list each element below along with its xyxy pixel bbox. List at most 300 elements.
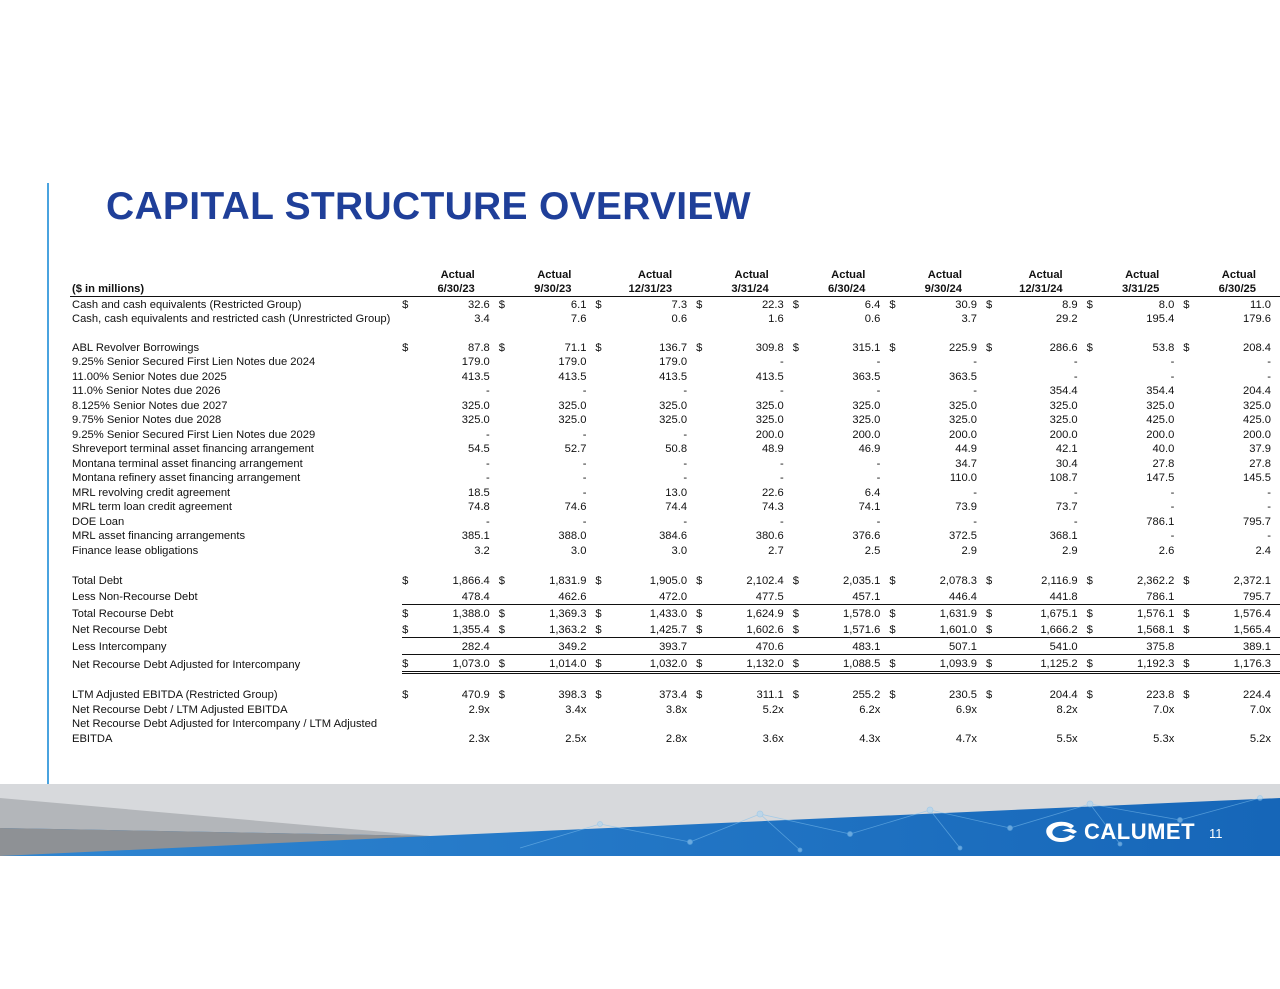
table-row bbox=[70, 384, 1280, 399]
dollar-sign bbox=[402, 485, 428, 500]
dollar-sign bbox=[696, 514, 722, 529]
dollar-sign: $ bbox=[595, 298, 602, 311]
table-row bbox=[70, 717, 1280, 732]
dollar-sign bbox=[402, 717, 428, 732]
dollar-sign: $ bbox=[595, 607, 602, 620]
table-row bbox=[70, 654, 1280, 672]
dollar-sign bbox=[1087, 442, 1113, 457]
cell-value: 179.0 bbox=[461, 356, 490, 368]
dollar-sign: $ bbox=[889, 298, 896, 311]
cell-value: 2.4 bbox=[1255, 544, 1271, 557]
dollar-sign bbox=[696, 717, 722, 732]
period-prefix: Actual bbox=[734, 269, 769, 281]
table-row bbox=[70, 340, 1280, 355]
dollar-sign bbox=[402, 369, 428, 384]
cell-value: 470.6 bbox=[722, 637, 793, 654]
cell-value: 282.4 bbox=[428, 637, 499, 654]
cell-value: 2.8x bbox=[665, 732, 688, 745]
cell-value: - bbox=[486, 457, 490, 470]
cell-value: 398.3 bbox=[558, 689, 587, 701]
cell-value: - bbox=[876, 385, 881, 397]
row-label: Montana refinery asset financing arrangement bbox=[72, 472, 301, 484]
dollar-sign bbox=[499, 355, 525, 370]
cell-value: 325.0 bbox=[659, 399, 688, 412]
dollar-sign bbox=[402, 427, 428, 442]
cell-value: 7.3 bbox=[671, 298, 688, 311]
cell-value: 1,125.2 bbox=[1012, 654, 1087, 672]
dollar-sign bbox=[696, 731, 722, 746]
dollar-sign bbox=[499, 485, 525, 500]
dollar-sign bbox=[793, 427, 819, 442]
dollar-sign: $ bbox=[402, 621, 428, 638]
dollar-sign bbox=[1183, 543, 1209, 558]
cell-value: 74.4 bbox=[665, 501, 688, 513]
dollar-sign bbox=[402, 471, 428, 486]
dollar-sign bbox=[793, 312, 819, 327]
cell-value: 1,602.6 bbox=[722, 621, 793, 638]
cell-value: - bbox=[1073, 370, 1078, 383]
dollar-sign bbox=[986, 485, 1012, 500]
cell-value: 786.1 bbox=[1113, 588, 1184, 605]
dollar-sign bbox=[402, 731, 428, 746]
dollar-sign bbox=[1087, 355, 1113, 370]
dollar-sign: $ bbox=[889, 607, 896, 620]
dollar-sign bbox=[889, 702, 915, 717]
cell-value bbox=[428, 717, 499, 732]
dollar-sign: $ bbox=[595, 621, 621, 638]
dollar-sign: $ bbox=[595, 654, 621, 672]
dollar-sign: $ bbox=[696, 621, 722, 638]
cell-value: 325.0 bbox=[558, 399, 587, 412]
cell-value: 325.0 bbox=[558, 414, 587, 426]
cell-value: 325.0 bbox=[1243, 399, 1271, 412]
dollar-sign: $ bbox=[696, 607, 703, 620]
dollar-sign: $ bbox=[1183, 341, 1190, 354]
page-number: 11 bbox=[1209, 826, 1223, 841]
period-prefix: Actual bbox=[1028, 269, 1063, 281]
dollar-sign bbox=[1087, 529, 1113, 544]
cell-value: 30.9 bbox=[955, 298, 977, 311]
cell-value: 2,116.9 bbox=[1041, 574, 1078, 587]
dollar-sign bbox=[793, 398, 819, 413]
dollar-sign: $ bbox=[498, 607, 506, 620]
dollar-sign bbox=[595, 702, 621, 717]
cell-value: 363.5 bbox=[949, 370, 977, 383]
dollar-sign bbox=[499, 637, 525, 654]
dollar-sign bbox=[499, 500, 525, 515]
dollar-sign bbox=[793, 355, 819, 370]
dollar-sign: $ bbox=[793, 654, 819, 672]
table-row bbox=[70, 702, 1280, 717]
dollar-sign bbox=[402, 312, 428, 327]
dollar-sign bbox=[1183, 731, 1209, 746]
dollar-sign bbox=[1087, 427, 1113, 442]
cell-value: 325.0 bbox=[1049, 399, 1078, 412]
dollar-sign bbox=[595, 588, 621, 605]
dollar-sign: $ bbox=[1086, 341, 1093, 354]
cell-value: 108.7 bbox=[1049, 472, 1078, 484]
cell-value: 1,631.9 bbox=[939, 607, 977, 620]
dollar-sign bbox=[696, 442, 722, 457]
cell-value: 413.5 bbox=[558, 370, 587, 383]
dollar-sign bbox=[1087, 514, 1113, 529]
row-label: MRL revolving credit agreement bbox=[72, 486, 231, 499]
dollar-sign bbox=[402, 355, 428, 370]
row-label: Net Recourse Debt bbox=[72, 624, 168, 636]
cell-value: 200.0 bbox=[1243, 428, 1271, 441]
dollar-sign bbox=[793, 514, 819, 529]
dollar-sign bbox=[1183, 471, 1209, 486]
dollar-sign: $ bbox=[1183, 607, 1190, 620]
table-row bbox=[70, 456, 1280, 471]
dollar-sign: $ bbox=[1086, 298, 1093, 311]
dollar-sign bbox=[793, 442, 819, 457]
row-label: LTM Adjusted EBITDA (Restricted Group) bbox=[72, 689, 278, 701]
dollar-sign bbox=[499, 543, 525, 558]
dollar-sign bbox=[402, 637, 428, 654]
dollar-sign bbox=[986, 427, 1012, 442]
cell-value: 204.4 bbox=[1049, 689, 1078, 701]
dollar-sign bbox=[1087, 398, 1113, 413]
cell-value: 54.5 bbox=[468, 443, 490, 455]
table-row bbox=[70, 514, 1280, 529]
dollar-sign: $ bbox=[986, 621, 1012, 638]
cell-value: 1,014.0 bbox=[525, 654, 596, 672]
cell-value: 376.6 bbox=[852, 530, 881, 542]
unit-label: ($ in millions) bbox=[70, 282, 402, 297]
row-label: DOE Loan bbox=[72, 515, 125, 528]
dollar-sign bbox=[499, 413, 525, 428]
cell-value: 478.4 bbox=[428, 588, 499, 605]
dollar-sign bbox=[1087, 717, 1113, 732]
row-label: Less Non-Recourse Debt bbox=[72, 591, 198, 603]
dollar-sign bbox=[499, 442, 525, 457]
dollar-sign bbox=[595, 514, 621, 529]
cell-value: 3.0 bbox=[570, 544, 587, 557]
cell-value: - bbox=[683, 472, 688, 484]
dollar-sign: $ bbox=[889, 574, 896, 587]
cell-value: 1,601.0 bbox=[915, 621, 986, 638]
dollar-sign bbox=[986, 369, 1012, 384]
cell-value: 393.7 bbox=[621, 637, 696, 654]
spacer-row bbox=[70, 672, 1280, 688]
row-label: 11.0% Senior Notes due 2026 bbox=[72, 385, 221, 397]
row-label: Montana terminal asset financing arrangement bbox=[72, 457, 303, 470]
cell-value: 5.2x bbox=[1249, 732, 1271, 745]
dollar-sign bbox=[1087, 731, 1113, 746]
dollar-sign: $ bbox=[793, 621, 819, 638]
cell-value: 2.3x bbox=[468, 732, 490, 745]
period-header: 6/30/23 bbox=[428, 282, 499, 297]
dollar-sign bbox=[1183, 529, 1209, 544]
dollar-sign: $ bbox=[499, 621, 525, 638]
cell-value: 325.0 bbox=[949, 414, 977, 426]
dollar-sign bbox=[986, 514, 1012, 529]
cell-value: - bbox=[973, 515, 977, 528]
cell-value: 1,073.0 bbox=[428, 654, 499, 672]
dollar-sign: $ bbox=[986, 607, 993, 620]
cell-value: 425.0 bbox=[1243, 414, 1271, 426]
dollar-sign bbox=[402, 442, 428, 457]
cell-value: 1,624.9 bbox=[746, 607, 784, 620]
dollar-sign bbox=[696, 384, 722, 399]
period-prefix: Actual bbox=[440, 269, 475, 281]
cell-value: 27.8 bbox=[1152, 457, 1175, 470]
dollar-sign bbox=[1087, 485, 1113, 500]
cell-value bbox=[1209, 717, 1280, 732]
dollar-sign bbox=[1087, 369, 1113, 384]
dollar-sign: $ bbox=[402, 654, 428, 672]
cell-value: 413.5 bbox=[659, 370, 688, 383]
calumet-logo-icon bbox=[1044, 820, 1078, 844]
dollar-sign bbox=[1183, 514, 1209, 529]
dollar-sign bbox=[402, 456, 428, 471]
cell-value: 27.8 bbox=[1249, 457, 1271, 470]
dollar-sign bbox=[889, 485, 915, 500]
cell-value: 1,032.0 bbox=[621, 654, 696, 672]
dollar-sign bbox=[499, 398, 525, 413]
accent-line bbox=[47, 183, 49, 788]
dollar-sign: $ bbox=[1183, 689, 1190, 701]
cell-value: - bbox=[582, 385, 587, 397]
dollar-sign bbox=[499, 456, 525, 471]
cell-value: - bbox=[1170, 370, 1175, 383]
cell-value: - bbox=[1267, 530, 1271, 542]
dollar-sign bbox=[1087, 456, 1113, 471]
dollar-sign: $ bbox=[696, 341, 703, 354]
dollar-sign: $ bbox=[889, 621, 915, 638]
dollar-sign bbox=[793, 369, 819, 384]
cell-value: - bbox=[1073, 356, 1078, 368]
dollar-sign bbox=[986, 312, 1012, 327]
row-label: 9.25% Senior Secured First Lien Notes due 2029 bbox=[72, 428, 316, 441]
cell-value: 286.6 bbox=[1049, 341, 1078, 354]
dollar-sign bbox=[1183, 702, 1209, 717]
row-label: ABL Revolver Borrowings bbox=[72, 341, 200, 354]
row-label: 8.125% Senior Notes due 2027 bbox=[72, 399, 228, 412]
cell-value: 37.9 bbox=[1249, 443, 1271, 455]
row-label: 9.25% Senior Secured First Lien Notes due 2024 bbox=[72, 356, 316, 368]
dollar-sign bbox=[1183, 355, 1209, 370]
row-label: MRL term loan credit agreement bbox=[72, 501, 233, 513]
dollar-sign bbox=[793, 717, 819, 732]
cell-value: 2.6 bbox=[1158, 544, 1175, 557]
dollar-sign bbox=[402, 529, 428, 544]
dollar-sign bbox=[595, 485, 621, 500]
cell-value: 1,192.3 bbox=[1113, 654, 1184, 672]
cell-value: 44.9 bbox=[955, 443, 977, 455]
cell-value bbox=[525, 717, 596, 732]
dollar-sign bbox=[889, 717, 915, 732]
cell-value: 1,571.6 bbox=[819, 621, 890, 638]
dollar-sign bbox=[986, 588, 1012, 605]
cell-value: 1,675.1 bbox=[1040, 607, 1078, 620]
spacer-row bbox=[70, 558, 1280, 572]
cell-value: 6.4 bbox=[864, 298, 881, 311]
period-prefix: Actual bbox=[1125, 269, 1160, 281]
period-header: 6/30/24 bbox=[819, 282, 890, 297]
dollar-sign bbox=[889, 384, 915, 399]
cell-value: 3.7 bbox=[961, 313, 977, 325]
table-row bbox=[70, 500, 1280, 515]
cell-value: 349.2 bbox=[525, 637, 596, 654]
cell-value: 200.0 bbox=[1049, 428, 1078, 441]
dollar-sign bbox=[595, 471, 621, 486]
cell-value: 325.0 bbox=[755, 399, 784, 412]
dollar-sign: $ bbox=[986, 689, 993, 701]
cell-value: 1,576.4 bbox=[1233, 607, 1271, 620]
dollar-sign bbox=[595, 312, 621, 327]
cell-value: 225.9 bbox=[949, 341, 977, 354]
dollar-sign bbox=[595, 384, 621, 399]
cell-value: - bbox=[582, 457, 587, 470]
cell-value: - bbox=[1267, 370, 1271, 383]
cell-value: 309.8 bbox=[755, 341, 784, 354]
dollar-sign bbox=[889, 731, 915, 746]
spacer-row bbox=[70, 326, 1280, 340]
table-row bbox=[70, 427, 1280, 442]
cell-value: 8.2x bbox=[1056, 703, 1078, 716]
cell-value: 7.0x bbox=[1249, 703, 1271, 716]
row-label: Cash and cash equivalents (Restricted Group) bbox=[72, 298, 302, 311]
cell-value: 48.9 bbox=[761, 443, 784, 455]
cell-value: 11.0 bbox=[1250, 298, 1271, 311]
dollar-sign bbox=[696, 637, 722, 654]
dollar-sign: $ bbox=[889, 689, 896, 701]
dollar-sign bbox=[1087, 413, 1113, 428]
cell-value: 13.0 bbox=[665, 486, 688, 499]
cell-value: 224.4 bbox=[1243, 689, 1271, 701]
cell-value: - bbox=[1170, 356, 1175, 368]
cell-value: 30.4 bbox=[1055, 457, 1078, 470]
cell-value: 200.0 bbox=[1146, 428, 1175, 441]
dollar-sign bbox=[499, 702, 525, 717]
table-row bbox=[70, 604, 1280, 621]
cell-value: 368.1 bbox=[1049, 530, 1078, 542]
dollar-sign: $ bbox=[1086, 574, 1093, 587]
period-prefix: Actual bbox=[1221, 269, 1256, 281]
cell-value: 1,433.0 bbox=[649, 607, 688, 620]
cell-value: 1,132.0 bbox=[722, 654, 793, 672]
header-row-actual bbox=[70, 268, 1280, 282]
table-row bbox=[70, 543, 1280, 558]
cell-value: 4.3x bbox=[859, 732, 881, 745]
dollar-sign bbox=[986, 500, 1012, 515]
dollar-sign bbox=[499, 384, 525, 399]
period-header: 9/30/23 bbox=[525, 282, 596, 297]
dollar-sign: $ bbox=[792, 341, 799, 354]
cell-value: 507.1 bbox=[915, 637, 986, 654]
period-prefix: Actual bbox=[637, 269, 673, 281]
cell-value: - bbox=[683, 515, 688, 528]
cell-value: 1,578.0 bbox=[843, 607, 881, 620]
cell-value: 22.3 bbox=[761, 298, 784, 311]
cell-value bbox=[621, 717, 696, 732]
cell-value bbox=[1113, 717, 1184, 732]
cell-value: 1,369.3 bbox=[549, 607, 587, 620]
cell-value: 5.3x bbox=[1153, 732, 1175, 745]
cell-value: 5.5x bbox=[1056, 732, 1078, 745]
cell-value: 413.5 bbox=[755, 370, 784, 383]
calumet-logo bbox=[1044, 819, 1195, 845]
cell-value: 388.0 bbox=[558, 530, 587, 542]
dollar-sign bbox=[1183, 637, 1209, 654]
dollar-sign bbox=[986, 637, 1012, 654]
period-prefix: Actual bbox=[537, 269, 572, 281]
dollar-sign bbox=[793, 384, 819, 399]
dollar-sign: $ bbox=[595, 341, 602, 354]
period-header: 6/30/25 bbox=[1209, 282, 1280, 297]
cell-value: 2,035.1 bbox=[843, 574, 881, 587]
dollar-sign bbox=[595, 529, 621, 544]
dollar-sign bbox=[402, 398, 428, 413]
dollar-sign: $ bbox=[1087, 654, 1113, 672]
cell-value: 462.6 bbox=[525, 588, 596, 605]
dollar-sign bbox=[696, 471, 722, 486]
table-row bbox=[70, 621, 1280, 638]
dollar-sign bbox=[986, 398, 1012, 413]
dollar-sign bbox=[595, 427, 621, 442]
cell-value: 179.6 bbox=[1243, 313, 1271, 325]
row-label: Net Recourse Debt Adjusted for Intercompany / LTM Adjusted bbox=[72, 718, 378, 730]
dollar-sign bbox=[499, 369, 525, 384]
cell-value: 1,363.2 bbox=[525, 621, 596, 638]
dollar-sign bbox=[793, 543, 819, 558]
cell-value: 2,078.3 bbox=[939, 574, 977, 587]
table-row bbox=[70, 413, 1280, 428]
cell-value: 325.0 bbox=[1146, 399, 1175, 412]
dollar-sign bbox=[1183, 442, 1209, 457]
cell-value: - bbox=[1073, 515, 1078, 528]
dollar-sign: $ bbox=[1183, 654, 1209, 672]
row-label: 11.00% Senior Notes due 2025 bbox=[72, 370, 227, 383]
cell-value: 311.1 bbox=[756, 689, 784, 701]
cell-value: 6.1 bbox=[570, 298, 587, 311]
cell-value: 74.8 bbox=[468, 501, 490, 513]
cell-value: 472.0 bbox=[621, 588, 696, 605]
dollar-sign bbox=[986, 355, 1012, 370]
dollar-sign bbox=[986, 456, 1012, 471]
cell-value: 200.0 bbox=[949, 428, 977, 441]
cell-value: 74.6 bbox=[564, 501, 587, 513]
table-row bbox=[70, 688, 1280, 703]
cell-value: - bbox=[1073, 486, 1078, 499]
cell-value: - bbox=[486, 515, 490, 528]
dollar-sign bbox=[696, 369, 722, 384]
row-label: Shreveport terminal asset financing arrangement bbox=[72, 443, 314, 455]
period-prefix: Actual bbox=[831, 269, 866, 281]
cell-value: 363.5 bbox=[852, 370, 881, 383]
table-row bbox=[70, 297, 1280, 312]
cell-value: 50.8 bbox=[665, 443, 688, 455]
cell-value: 195.4 bbox=[1146, 313, 1175, 325]
cell-value: 325.0 bbox=[755, 414, 784, 426]
dollar-sign: $ bbox=[1183, 621, 1209, 638]
row-label: Finance lease obligations bbox=[72, 544, 199, 557]
dollar-sign: $ bbox=[792, 298, 799, 311]
dollar-sign bbox=[889, 355, 915, 370]
dollar-sign bbox=[402, 413, 428, 428]
cell-value: 179.0 bbox=[558, 356, 587, 368]
cell-value: 1,388.0 bbox=[452, 607, 490, 620]
dollar-sign bbox=[1183, 369, 1209, 384]
cell-value bbox=[722, 717, 793, 732]
dollar-sign bbox=[793, 456, 819, 471]
table-row bbox=[70, 485, 1280, 500]
cell-value: 325.0 bbox=[659, 414, 688, 426]
period-header: 12/31/24 bbox=[1012, 282, 1087, 297]
row-label: Total Recourse Debt bbox=[72, 607, 174, 620]
